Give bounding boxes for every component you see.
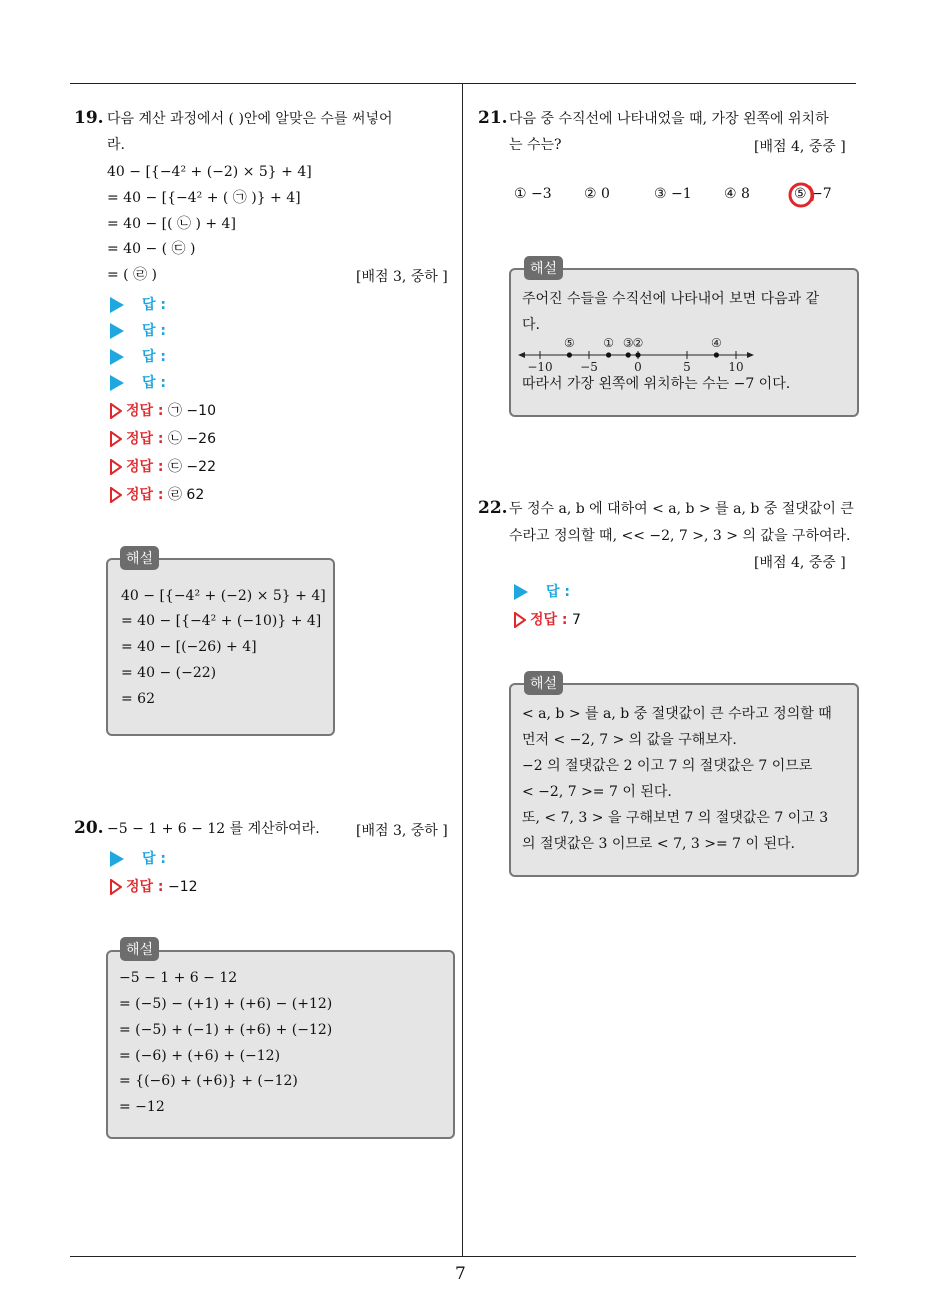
number-line [516, 329, 761, 377]
q20-correct: 정답 : −12 [110, 876, 198, 896]
q22-explain-6: 의 절댓값은 3 이므로 < 7, 3 >= 7 이 된다. [522, 836, 795, 852]
number-line-point-label: ① [603, 336, 614, 350]
q19-step-2: = 40 − [{−4² + ( ㉠ )} + 4] [107, 190, 301, 206]
outline-triangle-icon [110, 459, 122, 475]
play-icon [110, 349, 124, 365]
number-line-point-label: ③ [622, 336, 634, 350]
q21-score: [배점 4, 중중 ] [754, 139, 846, 155]
q22-explain-2: 먼저 < −2, 7 > 의 값을 구해보자. [522, 732, 737, 748]
q19-text-line2: 라. [107, 137, 125, 153]
number-line-tick-label: 0 [634, 360, 642, 374]
top-rule [70, 83, 856, 84]
q19-explain-3: = 40 − [(−26) + 4] [121, 639, 257, 655]
q22-correct: 정답 : 7 [514, 609, 581, 629]
number-line-point [635, 352, 640, 357]
number-line-tick-label: −5 [580, 360, 598, 374]
outline-triangle-icon [110, 879, 122, 895]
q21-explain-3: 따라서 가장 왼쪽에 위치하는 수는 −7 이다. [522, 376, 791, 392]
q20-explain-1: −5 − 1 + 6 − 12 [119, 970, 238, 986]
q20-explain-5: = {(−6) + (+6)} + (−12) [119, 1073, 298, 1089]
q19-number: 19. [74, 108, 104, 128]
q19-explain-5: = 62 [121, 691, 155, 707]
play-icon [514, 584, 528, 600]
q20-explain-3: = (−5) + (−1) + (+6) + (−12) [119, 1022, 333, 1038]
q19-explain-1: 40 − [{−4² + (−2) × 5} + 4] [121, 588, 326, 604]
q21-explain-tag: 해설 [524, 256, 563, 280]
q19-explain-tag: 해설 [120, 546, 159, 570]
play-icon [110, 375, 124, 391]
number-line-point-label: ④ [711, 336, 722, 350]
number-line-tick-label: −10 [527, 360, 553, 374]
q22-score: [배점 4, 중중 ] [754, 555, 846, 571]
number-line-point [567, 352, 572, 357]
q20-number: 20. [74, 818, 104, 838]
q21-choice-5[interactable]: ⑤ −7 [794, 186, 832, 202]
q19-answer-3[interactable]: 답 : [110, 346, 166, 366]
q19-step-5: = ( ㉣ ) [107, 267, 158, 283]
q19-step-3: = 40 − [( ㉡ ) + 4] [107, 216, 236, 232]
q21-explain-2: 다. [522, 317, 540, 333]
play-icon [110, 323, 124, 339]
q19-explain-2: = 40 − [{−4² + (−10)} + 4] [121, 613, 322, 629]
selected-answer-circle-icon [787, 181, 817, 211]
q21-number: 21. [478, 108, 508, 128]
outline-triangle-icon [110, 403, 122, 419]
q19-answer-4[interactable]: 답 : [110, 372, 166, 392]
q21-choice-3[interactable]: ③ −1 [654, 186, 692, 202]
bottom-rule [70, 1256, 856, 1257]
number-line-point [606, 352, 611, 357]
q21-explain-1: 주어진 수들을 수직선에 나타내어 보면 다음과 같 [522, 291, 820, 307]
number-line-point [714, 352, 719, 357]
q20-answer[interactable]: 답 : [110, 848, 166, 868]
page-number: 7 [455, 1264, 466, 1284]
q22-explain-tag: 해설 [524, 671, 563, 695]
q21-text-line2: 는 수는? [509, 137, 562, 153]
q22-explain-5: 또, < 7, 3 > 을 구해보면 7 의 절댓값은 7 이고 3 [522, 810, 829, 826]
outline-triangle-icon [514, 612, 526, 628]
q22-explain-3: −2 의 절댓값은 2 이고 7 의 절댓값은 7 이므로 [522, 758, 813, 774]
number-line-tick-label: 10 [728, 360, 744, 374]
q20-explain-4: = (−6) + (+6) + (−12) [119, 1048, 281, 1064]
q19-explain-4: = 40 − (−22) [121, 665, 217, 681]
outline-triangle-icon [110, 431, 122, 447]
q19-answer-1[interactable]: 답 : [110, 294, 166, 314]
q21-choice-2[interactable]: ② 0 [584, 186, 610, 202]
q19-correct-2: 정답 : ㉡ −26 [110, 428, 216, 448]
play-icon [110, 297, 124, 313]
q22-answer[interactable]: 답 : [514, 581, 570, 601]
number-line-point [626, 352, 631, 357]
q20-explain-6: = −12 [119, 1099, 165, 1115]
q19-text-line1: 다음 계산 과정에서 ( )안에 알맞은 수를 써넣어 [107, 111, 393, 127]
q19-correct-4: 정답 : ㉣ 62 [110, 484, 204, 504]
q19-correct-3: 정답 : ㉢ −22 [110, 456, 216, 476]
number-line-tick-label: 5 [683, 360, 691, 374]
q20-explain-2: = (−5) − (+1) + (+6) − (+12) [119, 996, 333, 1012]
q19-step-1: 40 − [{−4² + (−2) × 5} + 4] [107, 164, 312, 180]
q22-text-line2: 수라고 정의할 때, << −2, 7 >, 3 > 의 값을 구하여라. [509, 528, 851, 544]
q19-correct-1: 정답 : ㉠ −10 [110, 400, 216, 420]
q20-text: −5 − 1 + 6 − 12 를 계산하여라. [107, 821, 320, 837]
q19-answer-2[interactable]: 답 : [110, 320, 166, 340]
q21-text-line1: 다음 중 수직선에 나타내었을 때, 가장 왼쪽에 위치하 [509, 111, 829, 127]
q22-explain-4: < −2, 7 >= 7 이 된다. [522, 784, 672, 800]
q22-explain-1: < a, b > 를 a, b 중 절댓값이 큰 수라고 정의할 때 [522, 706, 832, 722]
q22-text-line1: 두 정수 a, b 에 대하여 < a, b > 를 a, b 중 절댓값이 큰 [509, 501, 854, 517]
q20-score: [배점 3, 중하 ] [356, 823, 448, 839]
q21-choice-1[interactable]: ① −3 [514, 186, 552, 202]
q19-score: [배점 3, 중하 ] [356, 269, 448, 285]
q19-step-4: = 40 − ( ㉢ ) [107, 241, 196, 257]
q20-explain-tag: 해설 [120, 937, 159, 961]
column-divider [462, 83, 463, 1257]
outline-triangle-icon [110, 487, 122, 503]
play-icon [110, 851, 124, 867]
q21-choice-4[interactable]: ④ 8 [724, 186, 750, 202]
number-line-point-label: ② [632, 336, 644, 350]
q22-number: 22. [478, 498, 508, 518]
number-line-point-label: ⑤ [564, 336, 575, 350]
